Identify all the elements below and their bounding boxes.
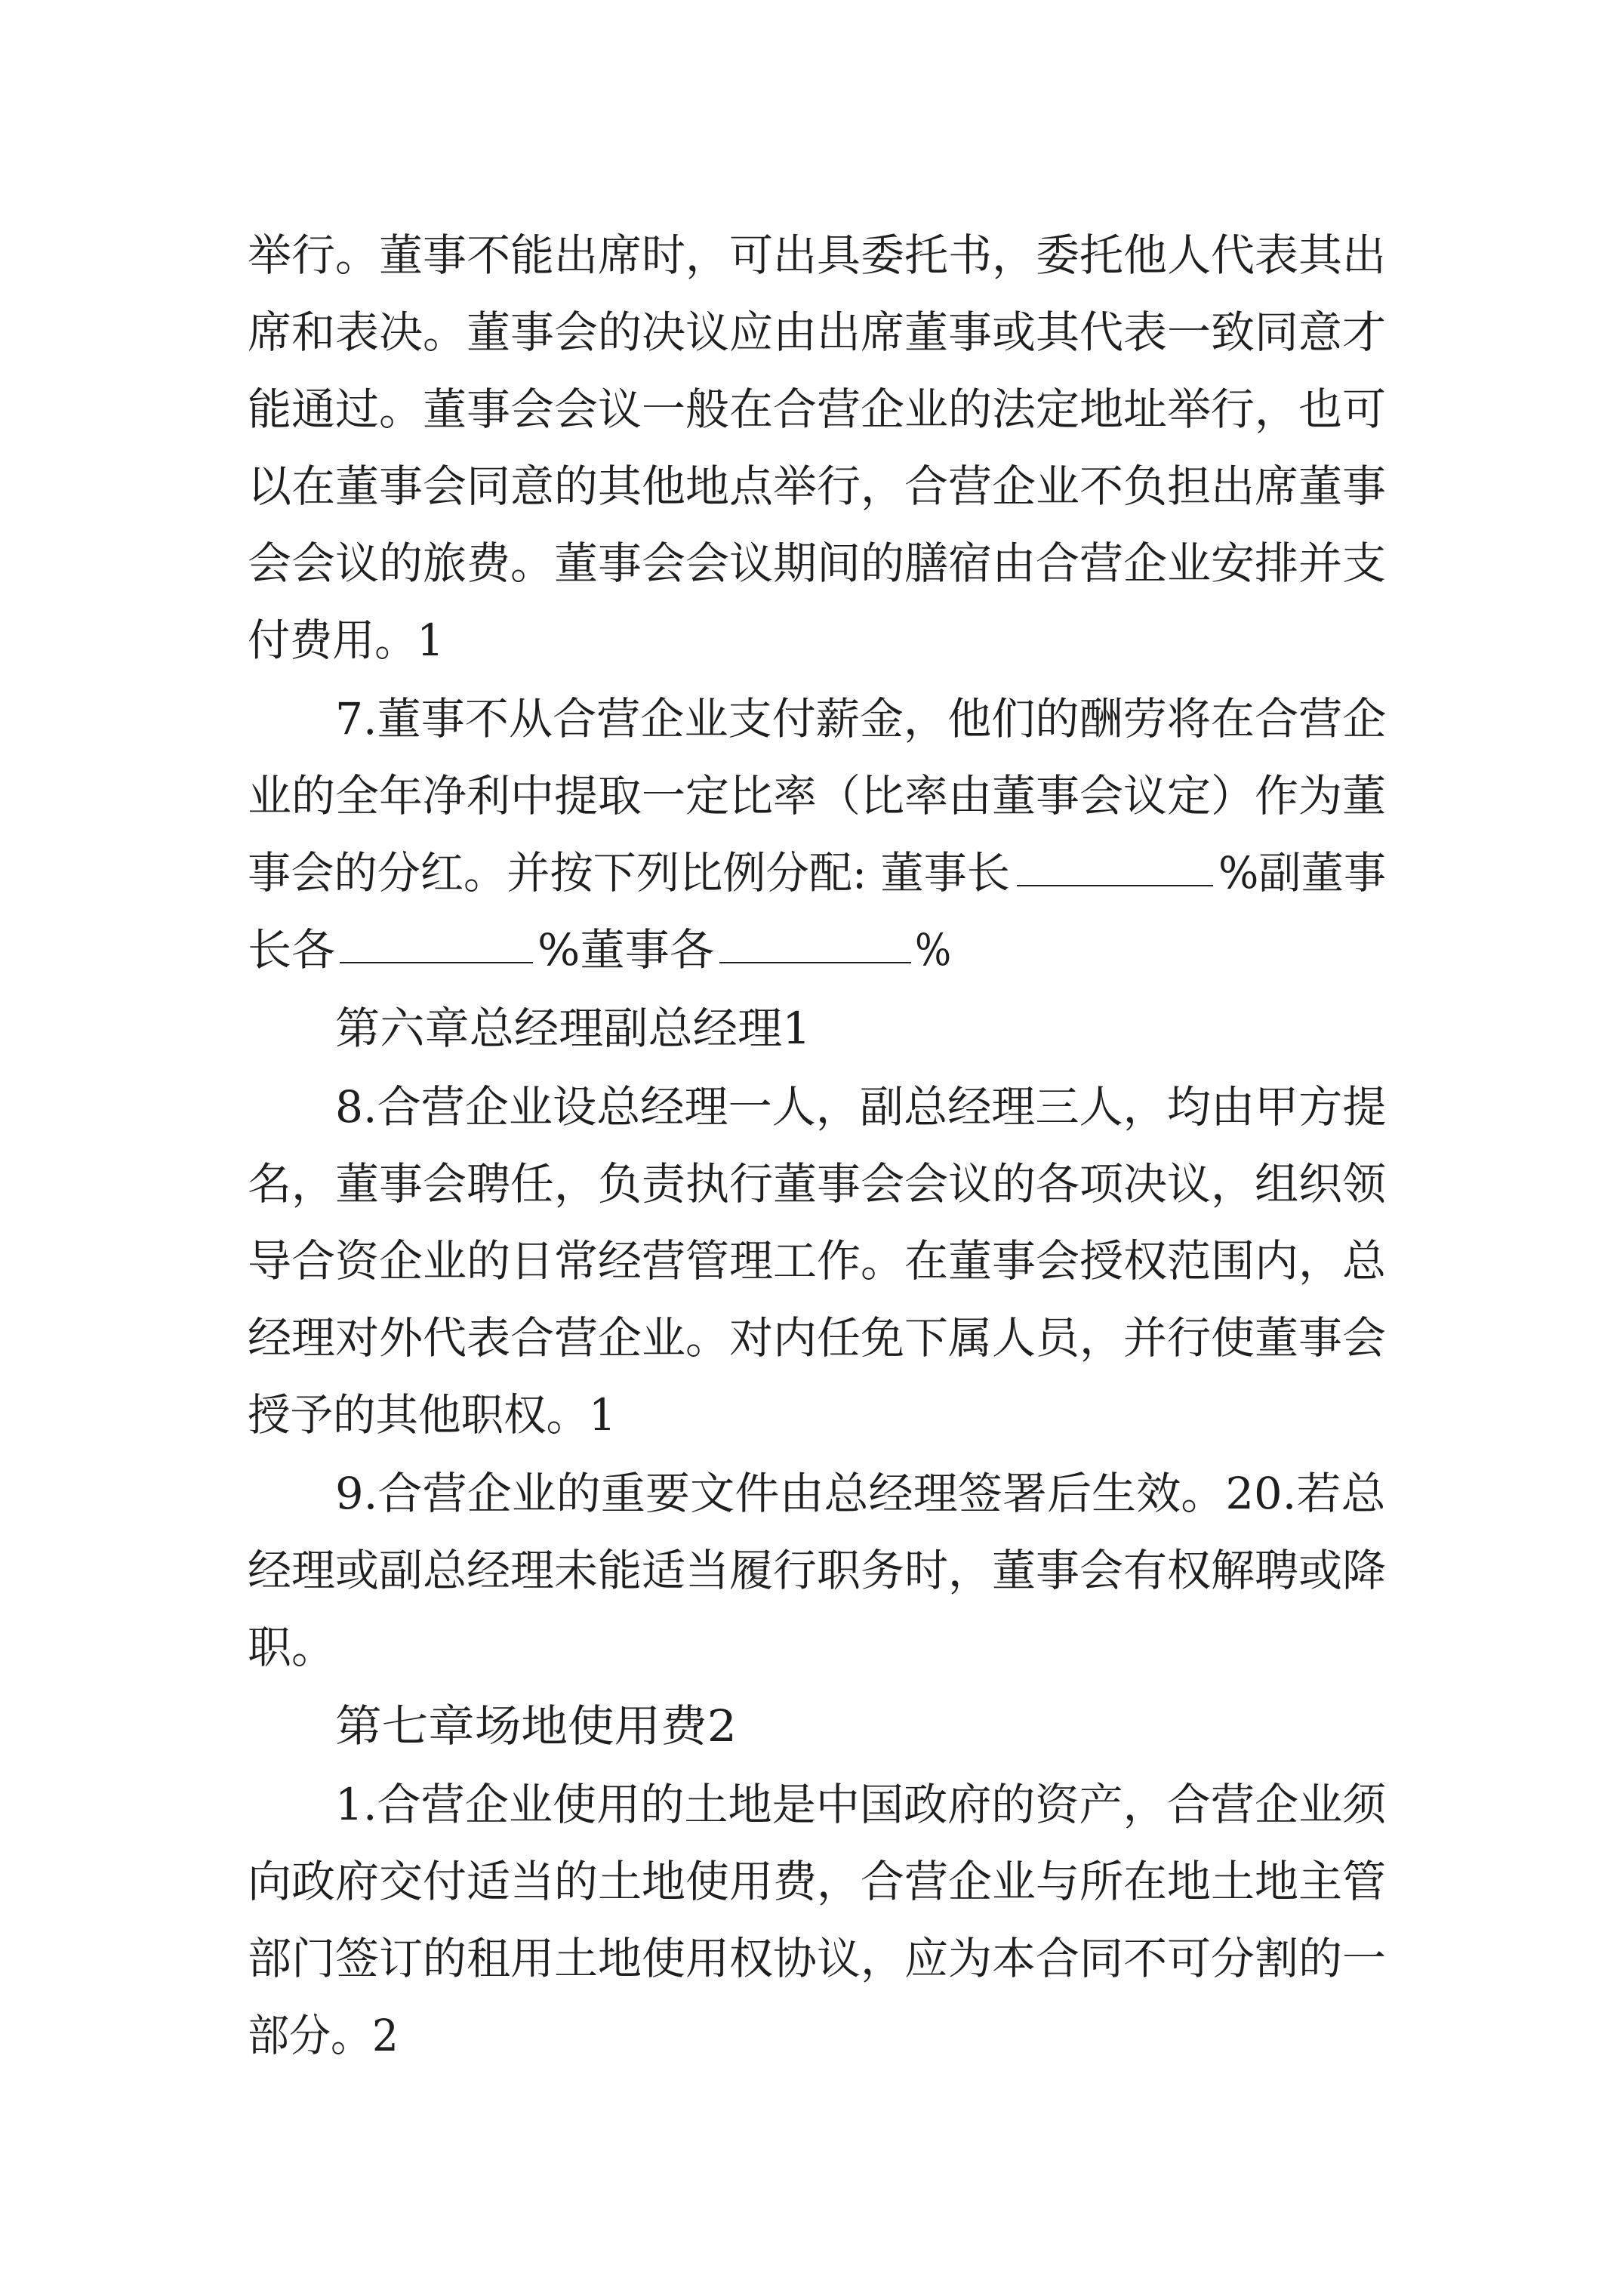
fill-in-blank-director — [719, 923, 911, 963]
text-line: 职。 — [248, 1622, 336, 1673]
text-line: 付费用。1 — [248, 615, 444, 666]
paragraph-first-line: 7.董事不从合营企业支付薪金，他们的酬劳将在合营企 — [335, 693, 1387, 744]
fill-in-blank-vice-chairman — [340, 923, 533, 963]
text-line: %董事各 — [537, 924, 715, 975]
paragraph-first-line: 1.合营企业使用的土地是中国政府的资产，合营企业须 — [335, 1779, 1387, 1830]
text-line: 名，董事会聘任，负责执行董事会会议的各项决议，组织领 — [248, 1158, 1387, 1210]
text-line: 会会议的旅费。董事会会议期间的膳宿由合营企业安排并支 — [248, 538, 1387, 589]
text-line: 导合资企业的日常经营管理工作。在董事会授权范围内，总 — [248, 1235, 1387, 1287]
text-line: 事会的分红。并按下列比例分配: 董事长 — [248, 847, 1010, 898]
text-line: 授予的其他职权。1 — [248, 1389, 616, 1441]
fill-in-blank-chairman — [1017, 846, 1213, 886]
paragraph-first-line: 8.合营企业设总经理一人，副总经理三人，均由甲方提 — [335, 1081, 1387, 1133]
chapter-heading: 第七章场地使用费2 — [335, 1700, 737, 1752]
chapter-heading: 第六章总经理副总经理1 — [335, 1003, 811, 1054]
paragraph-first-line: 9.合营企业的重要文件由总经理签署后生效。20.若总 — [335, 1468, 1386, 1519]
text-line: 举行。董事不能出席时，可出具委托书，委托他人代表其出 — [248, 230, 1387, 281]
text-line: 经理或副总经理未能适当履行职务时，董事会有权解聘或降 — [248, 1545, 1387, 1596]
text-line: 部门签订的租用土地使用权协议，应为本合同不可分割的一 — [248, 1933, 1387, 1984]
text-line: 部分。2 — [248, 2010, 399, 2061]
text-line: 业的全年净利中提取一定比率（比率由董事会议定）作为董 — [248, 770, 1387, 821]
text-line: 向政府交付适当的土地使用费，合营企业与所在地土地主管 — [248, 1856, 1387, 1907]
text-line: % — [915, 924, 952, 975]
text-line: 席和表决。董事会的决议应由出席董事或其代表一致同意才 — [248, 307, 1387, 358]
text-line: 长各 — [248, 924, 336, 975]
text-line: 经理对外代表合营企业。对内任免下属人员，并行使董事会 — [248, 1312, 1387, 1364]
text-line: %副董事 — [1218, 847, 1387, 898]
text-line: 以在董事会同意的其他地点举行，合营企业不负担出席董事 — [248, 461, 1387, 512]
text-line: 能通过。董事会会议一般在合营企业的法定地址举行，也可 — [248, 384, 1387, 435]
